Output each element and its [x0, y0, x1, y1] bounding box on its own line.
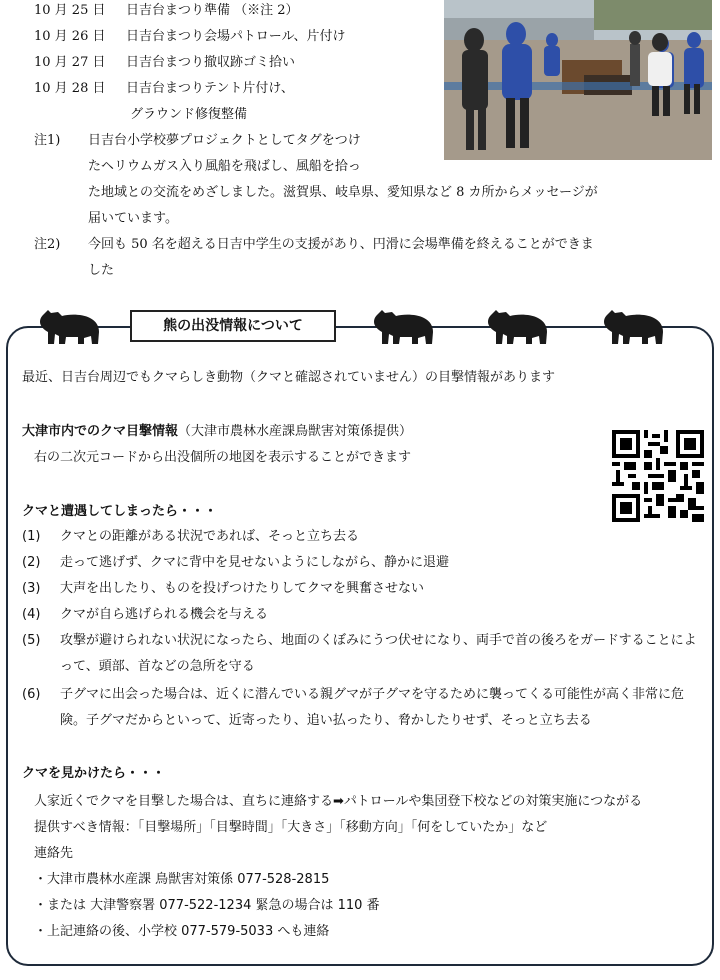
- info-source: （大津市農林水産課鳥獣害対策係提供）: [178, 424, 413, 439]
- note-1: 注1) 日吉台小学校夢プロジェクトとしてタグをつけ たヘリウムガス入り風船を飛ばし、風船を拾っ た地域との交流をめざしました。滋賀県、岐阜県、愛知県など 8 カ所からメッセージが 届いています。: [34, 133, 598, 226]
- encounter-item: (2) 走って逃げず、クマに背中を見せないようにしながら、静かに退避: [22, 555, 449, 570]
- contact-line: ・または 大津警察署 077-522-1234 緊急の場合は 110 番: [34, 898, 380, 913]
- bear-icon: [602, 304, 666, 348]
- sighting-instruction: 人家近くでクマを目撃した場合は、直ちに連絡する➡パトロールや集団登下校などの対策実施につながる: [34, 794, 643, 809]
- festival-photo: [444, 0, 712, 160]
- bear-icon: [486, 304, 550, 348]
- panel-title: 熊の出没情報について: [130, 310, 336, 342]
- encounter-item: (3) 大声を出したり、ものを投げつけたりしてクマを興奮させない: [22, 581, 425, 596]
- intro-text: 最近、日吉台周辺でもクマらしき動物（クマと確認されていません）の目撃情報があります: [22, 370, 556, 385]
- sighting-info: 提供すべき情報：「目撃場所」「目撃時間」「大きさ」「移動方向」「何をしていたか」など: [34, 820, 548, 835]
- encounter-item: (4) クマが自ら逃げられる機会を与える: [22, 607, 269, 622]
- schedule-row: 10 月 27 日 日吉台まつり撤収跡ゴミ拾い: [34, 55, 296, 70]
- encounter-item: (6) 子グマに出会った場合は、近くに潜んでいる親グマが子グマを守るために襲ってくる可能性が高く非常に危 険。子グマだからといって、近寄ったり、追い払ったり、脅かしたりせず、そっと立ち去る: [22, 687, 685, 728]
- schedule-row: 10 月 28 日 日吉台まつりテント片付け、: [34, 81, 294, 96]
- sighting-heading: クマを見かけたら・・・: [22, 766, 166, 781]
- encounter-item: (5) 攻撃が避けられない状況になったら、地面のくぼみにうつ伏せになり、両手で首の後ろをガードすることによ って、頭部、首などの急所を守る: [22, 633, 697, 674]
- info-text: 右の二次元コードから出没個所の地図を表示することができます: [34, 450, 412, 465]
- contact-line: ・上記連絡の後、小学校 077-579-5033 へも連絡: [34, 924, 330, 939]
- note-2: 注2) 今回も 50 名を超える日吉中学生の支援があり、円滑に会場準備を終えることができま した: [34, 237, 594, 278]
- bear-icon: [372, 304, 436, 348]
- schedule-row: 10 月 26 日 日吉台まつり会場パトロール、片付け: [34, 29, 346, 44]
- qr-code[interactable]: [612, 430, 704, 522]
- contact-line: ・大津市農林水産課 鳥獣害対策係 077-528-2815: [34, 872, 330, 887]
- schedule-row: 10 月 25 日 日吉台まつり準備 （※注 2）: [34, 3, 299, 18]
- encounter-item: (1) クマとの距離がある状況であれば、そっと立ち去る: [22, 529, 360, 544]
- bear-icon: [38, 304, 102, 348]
- info-heading-line: [22, 420, 412, 443]
- schedule-row-continued: グラウンド修復整備: [130, 107, 248, 122]
- encounter-heading: クマと遭遇してしまったら・・・: [22, 504, 218, 519]
- contact-label: 連絡先: [34, 846, 74, 861]
- info-heading: 大津市内でのクマ目撃情報: [22, 424, 179, 439]
